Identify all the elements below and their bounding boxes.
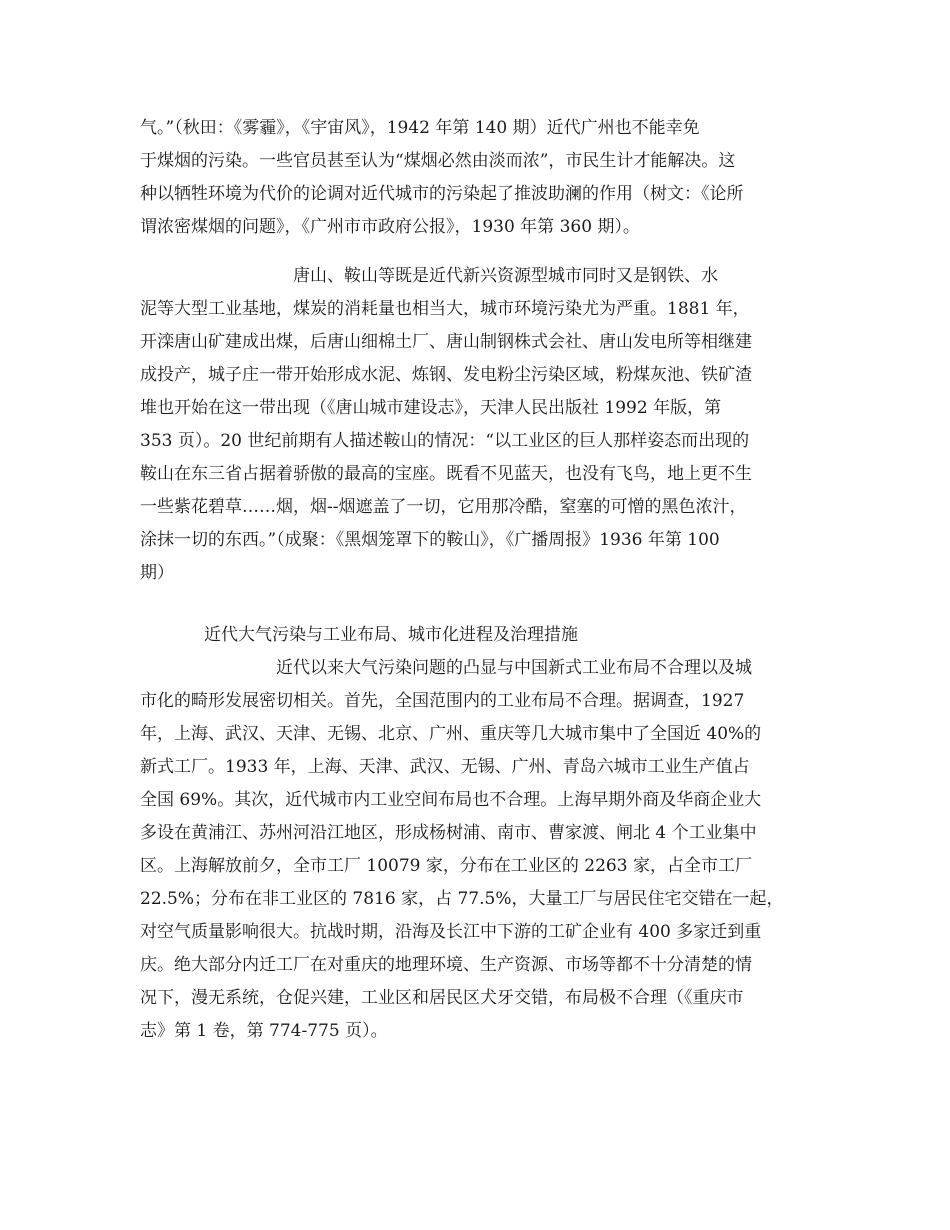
section-heading: 近代大气污染与工业布局、城市化进程及治理措施 [204, 625, 578, 645]
text-line: 堆也开始在这一带出现（《唐山城市建设志》，天津人民出版社 1992 年版，第 [140, 398, 722, 418]
text-line: 种以牺牲环境为代价的论调对近代城市的污染起了推波助澜的作用（树文：《论所 [140, 184, 744, 204]
text-line: 市化的畸形发展密切相关。首先，全国范围内的工业布局不合理。据调查，1927 [140, 691, 745, 711]
text-line: 开滦唐山矿建成出煤，后唐山细棉土厂、唐山制钢株式会社、唐山发电所等相继建 [140, 332, 752, 352]
text-line: 区。上海解放前夕，全市工厂 10079 家，分布在工业区的 2263 家，占全市工厂 [140, 856, 752, 876]
text-line: 新式工厂。1933 年，上海、天津、武汉、无锡、广州、青岛六城市工业生产值占 [140, 757, 750, 777]
text-line: 谓浓密煤烟的问题》，《广州市市政府公报》，1930 年第 360 期）。 [140, 217, 640, 237]
paragraph-3 [140, 652, 812, 1048]
text-line: 泥等大型工业基地，煤炭的消耗量也相当大，城市环境污染尤为严重。1881 年， [140, 299, 750, 319]
text-line: 全国 69%。其次，近代城市内工业空间布局也不合理。上海早期外商及华商企业大 [140, 790, 762, 810]
text-line: 庆。绝大部分内迁工厂在对重庆的地理环境、生产资源、市场等都不十分清楚的情 [140, 955, 752, 975]
text-line: 多设在黄浦江、苏州河沿江地区，形成杨树浦、南市、曹家渡、闸北 4 个工业集中 [140, 823, 757, 843]
paragraph-2 [140, 260, 812, 590]
text-line: 气。”（秋田：《雾霾》，《宇宙风》，1942 年第 140 期）近代广州也不能幸免 [140, 118, 700, 138]
paragraph-1 [140, 112, 812, 244]
text-line: 于煤烟的污染。一些官员甚至认为“煤烟必然由淡而浓”，市民生计才能解决。这 [140, 151, 736, 171]
text-line: 唐山、鞍山等既是近代新兴资源型城市同时又是钢铁、水 [140, 266, 718, 286]
text-line: 涂抹一切的东西。”（成聚：《黑烟笼罩下的鞍山》，《广播周报》1936 年第 100 [140, 530, 720, 550]
text-line: 一些紫花碧草……烟，烟--烟遮盖了一切，它用那冷酷，窒塞的可憎的黑色浓汁， [140, 497, 747, 517]
text-line: 况下，漫无系统，仓促兴建，工业区和居民区犬牙交错，布局极不合理（《重庆市 [140, 988, 744, 1008]
text-line: 对空气质量影响很大。抗战时期，沿海及长江中下游的工矿企业有 400 多家迁到重 [140, 922, 762, 942]
text-line: 鞍山在东三省占据着骄傲的最高的宝座。既看不见蓝天，也没有飞鸟，地上更不生 [140, 464, 752, 484]
text-line: 近代以来大气污染问题的凸显与中国新式工业布局不合理以及城 [140, 658, 752, 678]
text-line: 成投产，城子庄一带开始形成水泥、炼钢、发电粉尘污染区域，粉煤灰池、铁矿渣 [140, 365, 752, 385]
text-line: 353 页）。20 世纪前期有人描述鞍山的情况：“以工业区的巨人那样姿态而出现的 [140, 431, 750, 451]
text-line: 22.5%；分布在非工业区的 7816 家，占 77.5%，大量工厂与居民住宅交错在一起， [140, 889, 784, 909]
text-line: 年，上海、武汉、天津、无锡、北京、广州、重庆等几大城市集中了全国近 40%的 [140, 724, 762, 744]
text-line: 期） [140, 563, 174, 583]
text-line: 志》第 1 卷，第 774-775 页）。 [140, 1021, 388, 1041]
